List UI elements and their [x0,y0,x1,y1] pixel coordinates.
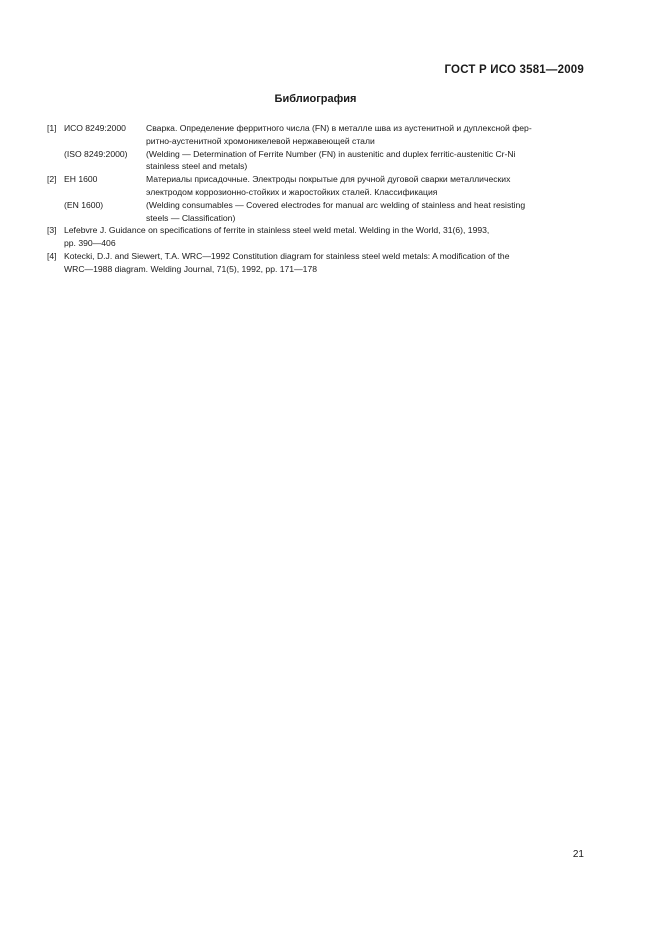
reference-line: Kotecki, D.J. and Siewert, T.A. WRC—1992 Constitution diagram for stainless steel weld metals: A modification of the [64,250,510,261]
reference-row [47,122,583,148]
reference-description [146,148,583,174]
document-id-header: ГОСТ Р ИСО 3581—2009 [444,64,584,76]
reference-text [47,250,583,276]
reference-description [146,122,583,148]
description-line: (Welding consumables — Covered electrodes for manual arc welding of stainless and heat resisting [146,199,526,210]
reference-description [146,173,583,199]
bibliography-entry [47,224,583,250]
standard-code: (EN 1600) [64,199,104,210]
reference-line: Lefebvre J. Guidance on specifications of ferrite in stainless steel weld metal. Welding in the World, 31(6), 1993, [64,225,490,236]
entry-number: [3] [47,225,57,236]
entry-number: [2] [47,174,57,185]
description-line: (Welding — Determination of Ferrite Number (FN) in austenitic and duplex ferritic-austenitic Cr-Ni [146,148,516,159]
bibliography-entry [47,173,583,224]
description-line: steels — Classification) [146,212,236,223]
reference-text [47,224,583,250]
section-title: Библиография [274,93,357,105]
reference-row [47,148,583,174]
bibliography-list [47,122,583,276]
reference-row [47,199,583,225]
description-line: электродом коррозионно-стойких и жаростойких сталей. Классификация [146,186,438,197]
description-line: ритно-аустенитной хромоникелевой нержавеющей стали [146,135,375,146]
bibliography-entry [47,250,583,276]
description-line: stainless steel and metals) [146,161,248,172]
description-line: Материалы присадочные. Электроды покрытые для ручной дуговой сварки металлических [146,174,511,185]
reference-line: WRC—1988 diagram. Welding Journal, 71(5), 1992, pp. 171—178 [64,263,318,274]
reference-line: pp. 390—406 [64,238,116,249]
reference-description [146,199,583,225]
bibliography-entry [47,122,583,173]
entry-number: [4] [47,250,57,261]
entry-number: [1] [47,123,57,133]
standard-code: (ISO 8249:2000) [64,148,128,159]
description-line: Сварка. Определение ферритного числа (FN) в металле шва из аустенитной и дуплексной фер- [146,123,532,133]
standard-code: ЕН 1600 [64,174,98,185]
page-number: 21 [572,849,584,860]
reference-row [47,173,583,199]
standard-code: ИСО 8249:2000 [64,123,126,133]
